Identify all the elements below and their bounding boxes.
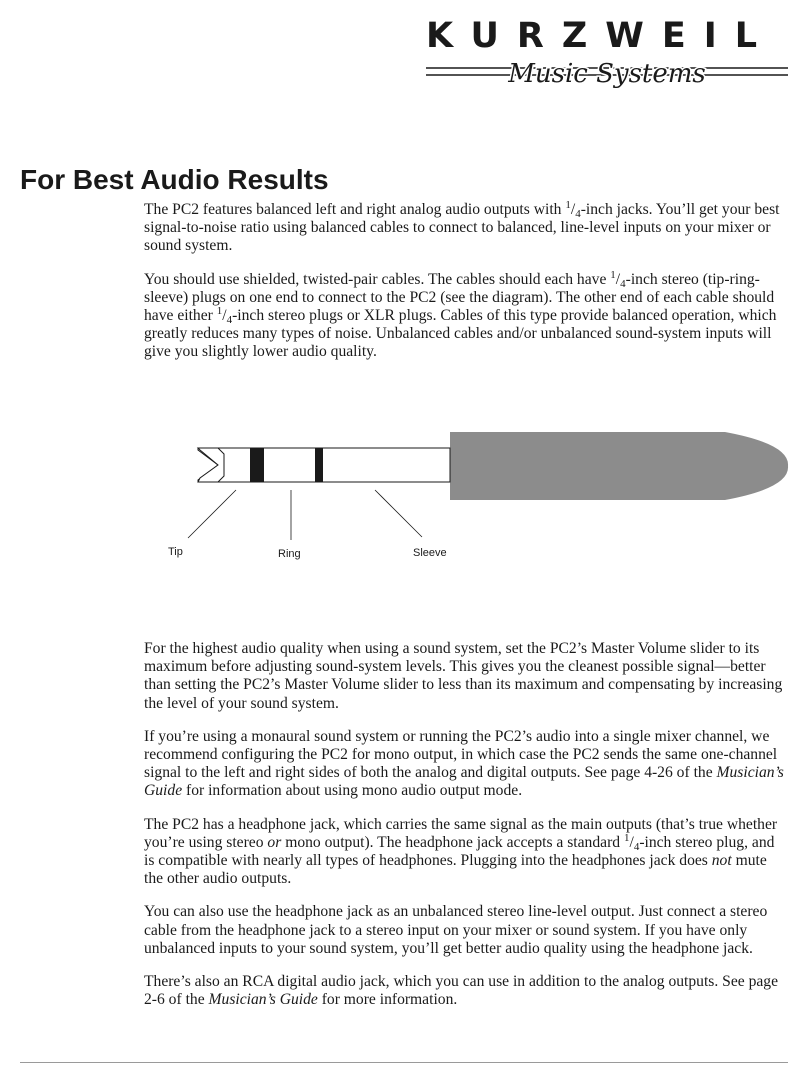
- sleeve-leader-line: [375, 490, 422, 537]
- tagline-text: Music Systems: [508, 59, 706, 89]
- guide-reference: Musician’s Guide: [144, 764, 784, 800]
- ring-label: Ring: [278, 548, 301, 560]
- intro-paragraph-2: You should use shielded, twisted-pair cables. The cables should each have $^1/_4$-inch stereo (tip-ring-sleeve) plugs on one end to connect to the PC2 (see the diagram). The other end of each cable should have either $^1/_4$-inch stereo plugs or XLR plugs. Cables of this type provide balanced operation, which greatly reduces many types of noise. Unbalanced cables and/or unbalanced sound-system inputs will give you slightly lower audio quality.: [144, 268, 777, 361]
- tip-insulator-band: [250, 448, 264, 482]
- footer-rule: [20, 1062, 788, 1063]
- section-title: For Best Audio Results: [20, 164, 329, 195]
- plug-cable-body: [450, 432, 788, 500]
- guide-reference: Musician’s Guide: [208, 991, 318, 1009]
- paragraph-master-volume: For the highest audio quality when using a sound system, set the PC2’s Master Volume slider to its maximum before adjusting sound-system levels. This gives you the cleanest possible signal—better than setting the PC2’s Master Volume slider to less than its maximum and compensating by increasing the level of your sound system.: [144, 640, 783, 712]
- intro-text: [144, 201, 786, 377]
- trs-plug-diagram: [160, 420, 790, 570]
- plug-shaft: [198, 448, 450, 482]
- paragraph-mono-output: If you’re using a monaural sound system or running the PC2’s audio into a single mixer channel, we recommend configuring the PC2 for mono output, in which case the PC2 sends the same one-channel signal to the left and right sides of both the analog and digital outputs. See page 4-26 of the Musician’s Guide for information about using mono audio output mode.: [144, 727, 784, 800]
- brand-logo-tagline: [426, 58, 788, 92]
- paragraph-headphone-jack: The PC2 has a headphone jack, which carries the same signal as the main outputs (that’s true whether you’re using stereo or mono output). The headphone jack accepts a standard $^1/_4$-inch stereo plug, and is compatible with nearly all types of headphones. Plugging into the headphones jack does not mute the other audio outputs.: [144, 815, 778, 888]
- main-text: [144, 640, 786, 1024]
- brand-logo-wordmark: KURZWEIL: [426, 16, 776, 56]
- paragraph-digital-jack: There’s also an RCA digital audio jack, which you can use in addition to the analog outputs. See page 2-6 of the Musician’s Guide for more information.: [144, 973, 779, 1009]
- sleeve-label: Sleeve: [413, 547, 447, 559]
- paragraph-line-level: You can also use the headphone jack as an unbalanced stereo line-level output. Just connect a stereo cable from the headphone jack to a stereo input on your mixer or sound system. If you have only unbalanced inputs to your sound system, you’ll get better audio quality using the headphone jack.: [144, 903, 768, 957]
- intro-paragraph-1: The PC2 features balanced left and right analog audio outputs with $^1/_4$-inch jacks. You’ll get your best signal-to-noise ratio using balanced cables to connect to balanced, line-level inputs on your mixer or sound system.: [144, 199, 780, 255]
- tip-leader-line: [188, 490, 236, 538]
- ring-insulator-band: [315, 448, 323, 482]
- tip-label: Tip: [168, 546, 183, 558]
